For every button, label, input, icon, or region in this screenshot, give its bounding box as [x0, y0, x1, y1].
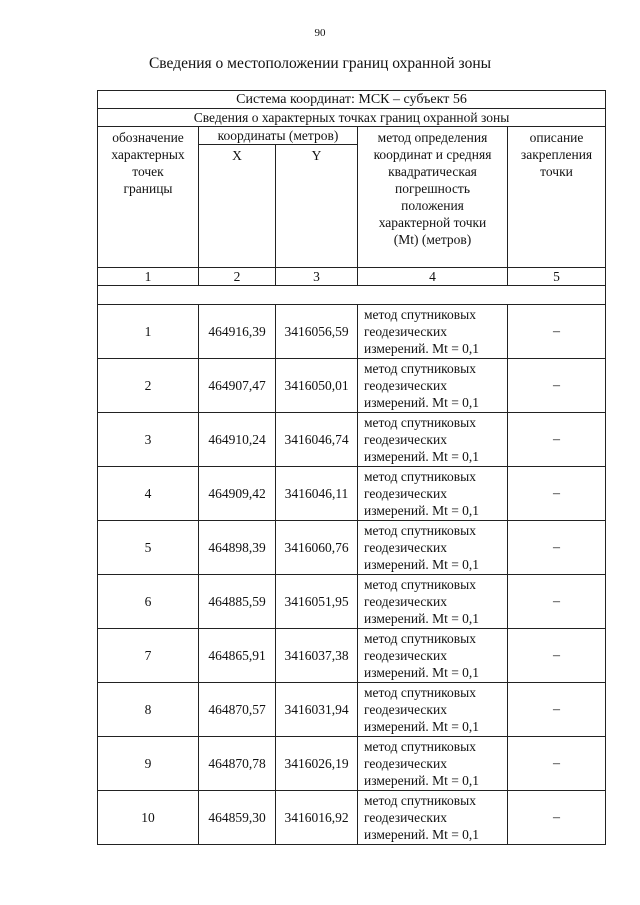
method-line: геодезических	[364, 378, 447, 393]
coord-x: 464885,59	[199, 575, 276, 629]
coord-y: 3416050,01	[276, 359, 358, 413]
method-line: измерений. Mt = 0,1	[364, 827, 480, 842]
method-line: геодезических	[364, 702, 447, 717]
method-line: метод спутниковых	[364, 469, 476, 484]
header-line: координат и средняя	[373, 147, 492, 162]
point-number: 7	[98, 629, 199, 683]
fixing-description: –	[508, 467, 606, 521]
method-line: геодезических	[364, 648, 447, 663]
fixing-description: –	[508, 791, 606, 845]
table-row	[98, 359, 606, 413]
column-number: 1	[98, 268, 199, 286]
coord-x: 464870,57	[199, 683, 276, 737]
method-line: метод спутниковых	[364, 361, 476, 376]
header-line: характерных	[111, 147, 185, 162]
blank-row	[98, 286, 606, 305]
table-row	[98, 791, 606, 845]
coord-x: 464907,47	[199, 359, 276, 413]
method-line: измерений. Mt = 0,1	[364, 719, 480, 734]
method-line: метод спутниковых	[364, 523, 476, 538]
fixing-description: –	[508, 521, 606, 575]
header-coordinates: координаты (метров)	[199, 127, 358, 145]
fixing-description: –	[508, 359, 606, 413]
header-description	[508, 127, 606, 268]
header-y: Y	[276, 145, 358, 268]
fixing-description: –	[508, 575, 606, 629]
method-cell	[358, 575, 508, 629]
column-number: 5	[508, 268, 606, 286]
point-number: 10	[98, 791, 199, 845]
boundary-points-table	[97, 90, 606, 845]
method-line: измерений. Mt = 0,1	[364, 557, 480, 572]
method-line: метод спутниковых	[364, 631, 476, 646]
method-cell	[358, 305, 508, 359]
point-number: 9	[98, 737, 199, 791]
coord-x: 464859,30	[199, 791, 276, 845]
table-row	[98, 629, 606, 683]
method-cell	[358, 467, 508, 521]
table-body	[98, 305, 606, 845]
page-title: Сведения о местоположении границ охранной зоны	[148, 55, 492, 72]
coord-y: 3416016,92	[276, 791, 358, 845]
method-line: измерений. Mt = 0,1	[364, 773, 480, 788]
page-number: 90	[314, 27, 326, 39]
method-cell	[358, 737, 508, 791]
coord-x: 464916,39	[199, 305, 276, 359]
coord-y: 3416026,19	[276, 737, 358, 791]
header-line: описание	[529, 130, 584, 145]
method-line: измерений. Mt = 0,1	[364, 341, 480, 356]
table-row	[98, 521, 606, 575]
method-line: геодезических	[364, 432, 447, 447]
method-cell	[358, 521, 508, 575]
header-line: квадратическая	[388, 164, 477, 179]
point-number: 4	[98, 467, 199, 521]
header-method	[358, 127, 508, 268]
fixing-description: –	[508, 305, 606, 359]
point-number: 1	[98, 305, 199, 359]
point-number: 2	[98, 359, 199, 413]
method-cell	[358, 359, 508, 413]
coord-y: 3416056,59	[276, 305, 358, 359]
coord-x: 464910,24	[199, 413, 276, 467]
method-line: геодезических	[364, 540, 447, 555]
header-line: точек	[132, 164, 164, 179]
point-number: 6	[98, 575, 199, 629]
method-line: геодезических	[364, 486, 447, 501]
coord-y: 3416031,94	[276, 683, 358, 737]
header-x: X	[199, 145, 276, 268]
coord-x: 464909,42	[199, 467, 276, 521]
method-cell	[358, 629, 508, 683]
method-line: геодезических	[364, 324, 447, 339]
fixing-description: –	[508, 683, 606, 737]
method-line: метод спутниковых	[364, 793, 476, 808]
method-line: метод спутниковых	[364, 685, 476, 700]
method-cell	[358, 683, 508, 737]
header-line: погрешность	[394, 181, 470, 196]
table-row	[98, 305, 606, 359]
header-line: положения	[401, 198, 464, 213]
point-number: 5	[98, 521, 199, 575]
header-line: границы	[123, 181, 173, 196]
point-number: 3	[98, 413, 199, 467]
method-line: измерений. Mt = 0,1	[364, 395, 480, 410]
table-row	[98, 575, 606, 629]
method-line: метод спутниковых	[364, 307, 476, 322]
coord-x: 464898,39	[199, 521, 276, 575]
header-line: обозначение	[112, 130, 184, 145]
table-caption-cell: Сведения о характерных точках границ охранной зоны	[98, 109, 606, 127]
coord-y: 3416046,74	[276, 413, 358, 467]
method-line: геодезических	[364, 756, 447, 771]
coord-y: 3416060,76	[276, 521, 358, 575]
method-cell	[358, 791, 508, 845]
table-row	[98, 737, 606, 791]
header-line: (Mt) (метров)	[393, 232, 472, 247]
column-number: 2	[199, 268, 276, 286]
coordinate-system-cell: Система координат: МСК – субъект 56	[98, 91, 606, 109]
method-line: геодезических	[364, 594, 447, 609]
method-line: метод спутниковых	[364, 415, 476, 430]
coord-y: 3416046,11	[276, 467, 358, 521]
table-row	[98, 413, 606, 467]
coord-y: 3416037,38	[276, 629, 358, 683]
method-line: метод спутниковых	[364, 739, 476, 754]
method-line: метод спутниковых	[364, 577, 476, 592]
table-row	[98, 683, 606, 737]
method-line: измерений. Mt = 0,1	[364, 503, 480, 518]
fixing-description: –	[508, 413, 606, 467]
header-point-designation	[98, 127, 199, 268]
method-line: геодезических	[364, 810, 447, 825]
method-line: измерений. Mt = 0,1	[364, 665, 480, 680]
fixing-description: –	[508, 737, 606, 791]
column-number: 3	[276, 268, 358, 286]
header-line: метод определения	[377, 130, 488, 145]
coord-x: 464865,91	[199, 629, 276, 683]
header-line: закрепления	[520, 147, 593, 162]
method-line: измерений. Mt = 0,1	[364, 449, 480, 464]
table-row	[98, 467, 606, 521]
fixing-description: –	[508, 629, 606, 683]
coord-x: 464870,78	[199, 737, 276, 791]
method-cell	[358, 413, 508, 467]
column-number: 4	[358, 268, 508, 286]
header-line: характерной точки	[378, 215, 487, 230]
method-line: измерений. Mt = 0,1	[364, 611, 480, 626]
point-number: 8	[98, 683, 199, 737]
header-line: точки	[540, 164, 573, 179]
coord-y: 3416051,95	[276, 575, 358, 629]
